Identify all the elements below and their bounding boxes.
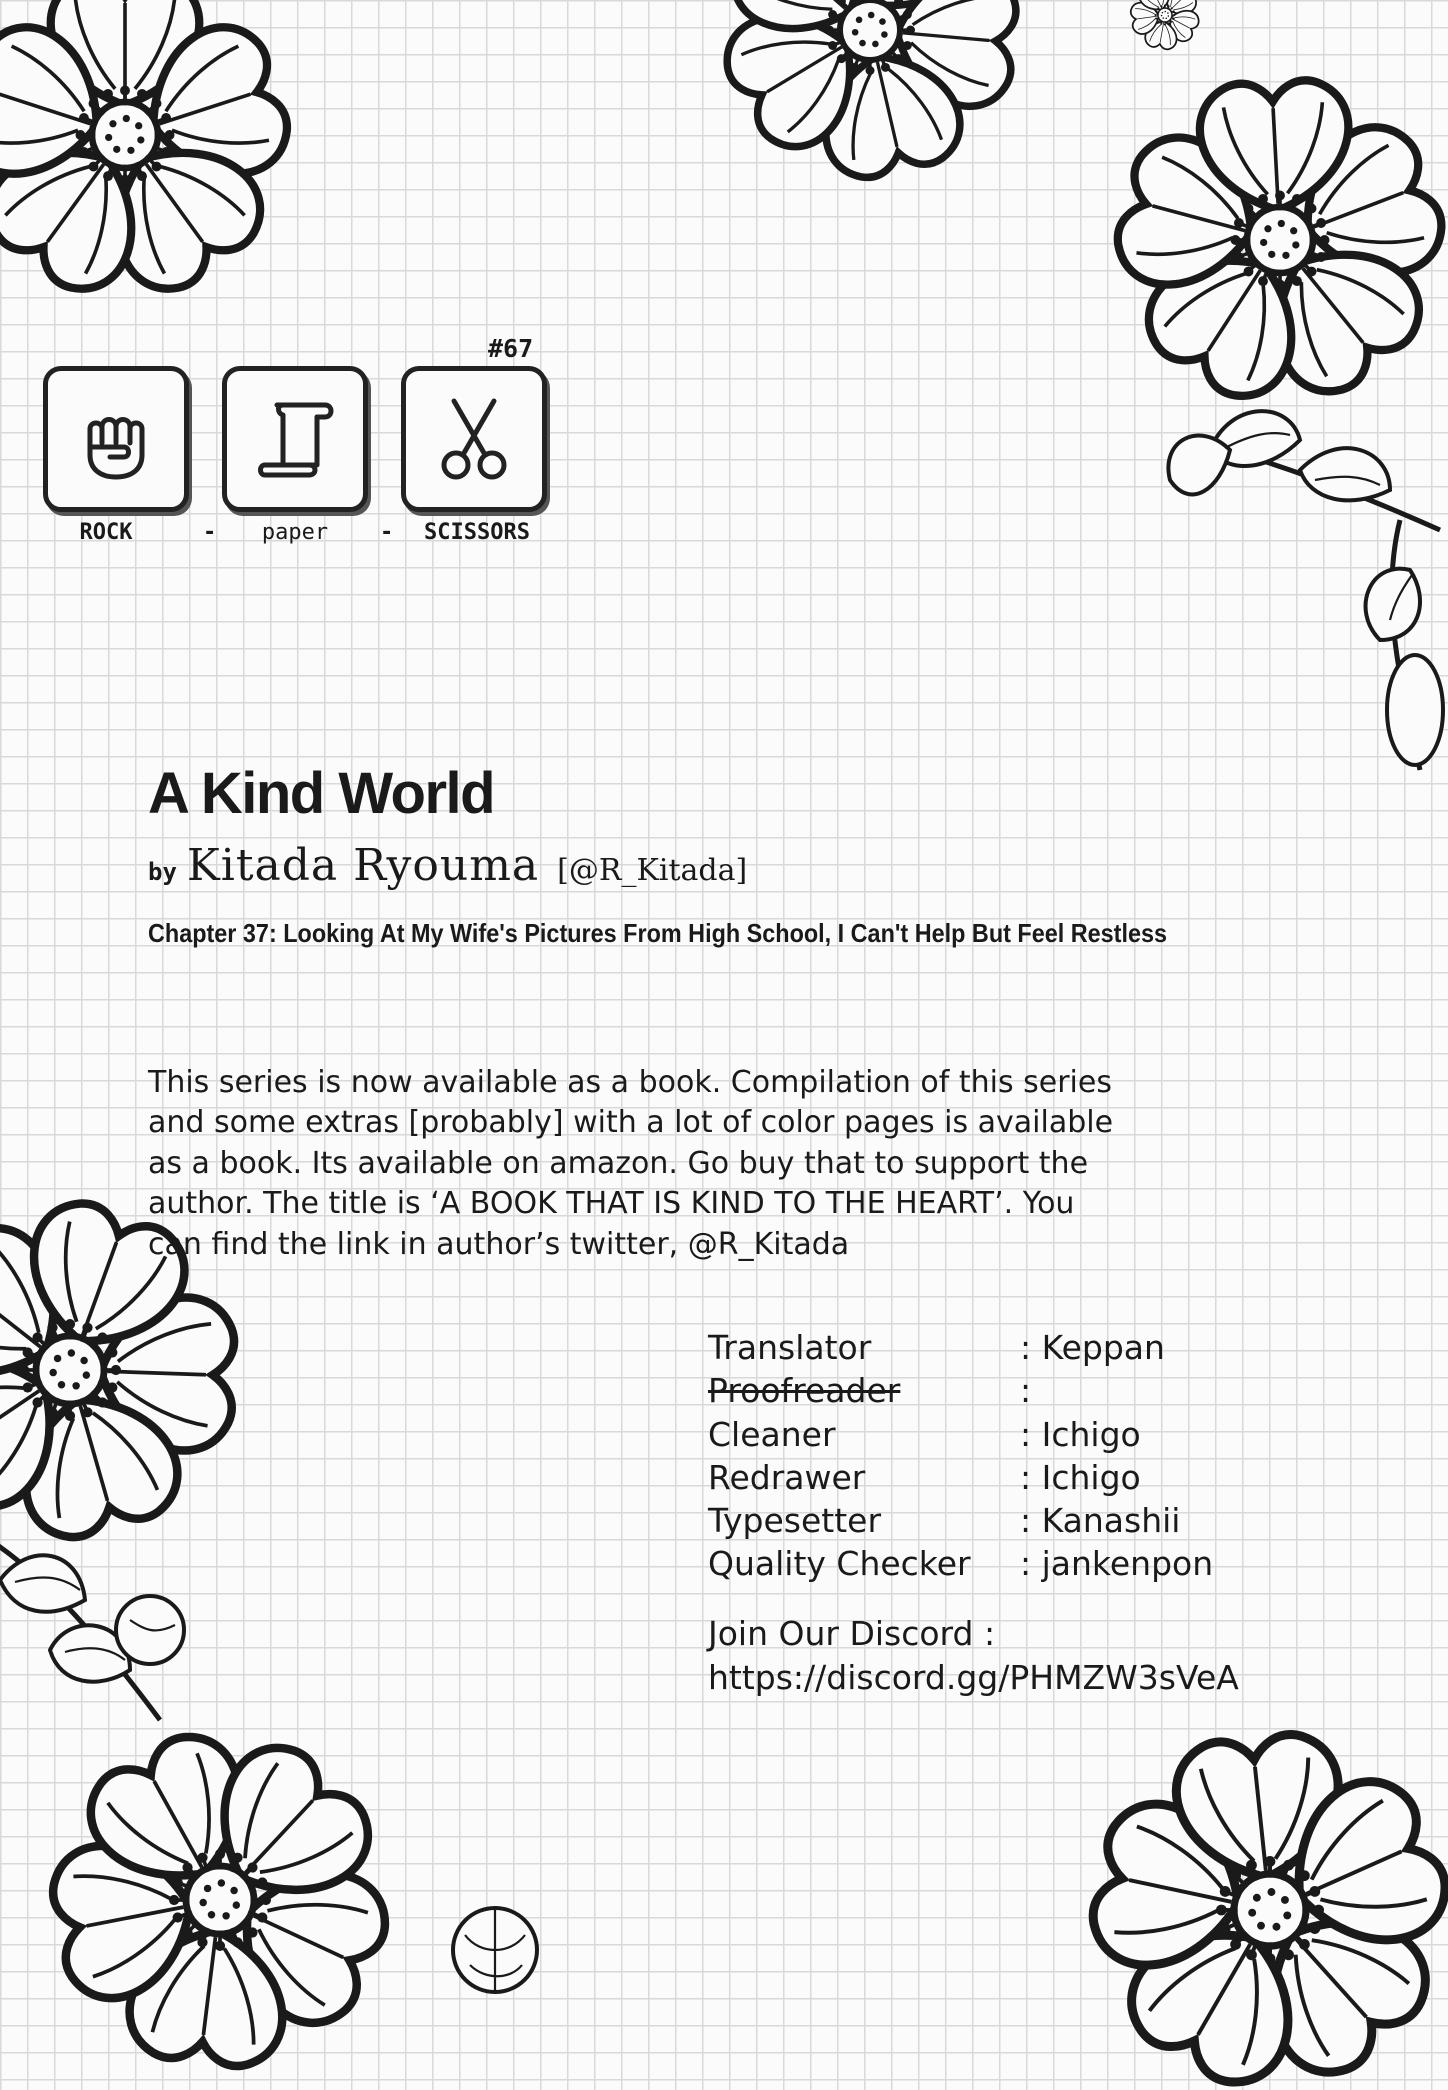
chapter-title: Chapter 37: Looking At My Wife's Pictures From High School, I Can't Help But Feel Restless <box>148 918 1168 948</box>
description-line: This series is now available as a book. Compilation of this series <box>148 1064 1112 1100</box>
credit-name: : <box>1020 1371 1032 1411</box>
credit-row <box>708 1369 1213 1412</box>
description <box>148 1022 1248 1265</box>
credit-role: Quality Checker <box>708 1544 971 1584</box>
credit-name: : Ichigo <box>1020 1414 1141 1454</box>
credit-row <box>708 1456 1213 1499</box>
byline <box>148 840 747 891</box>
description-line: as a book. Its available on amazon. Go buy that to support the <box>148 1145 1089 1181</box>
discord-link[interactable]: https://discord.gg/PHMZW3sVeA <box>708 1658 1239 1697</box>
credit-role: Cleaner <box>708 1414 836 1454</box>
credit-row <box>708 1326 1213 1369</box>
logo-label-scissors: SCISSORS <box>424 520 530 545</box>
credit-name: : Kanashii <box>1020 1501 1181 1541</box>
description-line: author. The title is ‘A BOOK THAT IS KIND TO THE HEART’. You <box>148 1186 1075 1221</box>
scroll-icon <box>247 391 343 487</box>
scissors-box <box>401 366 547 512</box>
description-line: can find the link in author’s twitter, @R_Kitada <box>148 1226 850 1262</box>
flower-illustration-top-center <box>690 0 1050 180</box>
series-title: A Kind World <box>148 761 495 826</box>
credit-role: Proofreader <box>708 1371 901 1411</box>
logo-issue-number: #67 <box>488 334 534 363</box>
leaves-illustration-left <box>0 1520 210 1760</box>
credit-name: : Ichigo <box>1020 1457 1141 1497</box>
paper-box <box>222 366 368 512</box>
bud-illustration-bottom-left <box>440 1895 550 2015</box>
logo-label-paper: paper <box>261 520 329 545</box>
flower-illustration-top-left <box>0 0 290 300</box>
description-line: and some extras [probably] with a lot of color pages is available <box>148 1105 1114 1140</box>
credit-row <box>708 1499 1213 1542</box>
leaves-illustration-right <box>1150 380 1448 780</box>
logo-separator-1: - <box>203 520 217 545</box>
flower-illustration-bottom-right <box>1060 1730 1448 2090</box>
credit-row <box>708 1413 1213 1456</box>
credit-role: Translator <box>708 1328 872 1367</box>
flower-illustration-top-right-bud <box>1115 0 1215 50</box>
discord-label: Join Our Discord : <box>708 1614 996 1653</box>
credit-role: Typesetter <box>708 1501 882 1541</box>
rock-box <box>43 366 189 512</box>
logo-separator-2: - <box>380 520 394 545</box>
credit-name: : Keppan <box>1020 1328 1165 1367</box>
credit-name: : jankenpon <box>1020 1544 1214 1584</box>
credit-role: Redrawer <box>708 1457 866 1497</box>
flower-illustration-bottom-left <box>20 1730 420 2070</box>
author-handle: [@R_Kitada] <box>557 853 748 888</box>
author-name: Kitada Ryouma <box>186 840 540 891</box>
discord-block <box>708 1612 1239 1700</box>
credits-list <box>708 1326 1213 1586</box>
logo-label-rock: ROCK <box>79 520 133 545</box>
flower-illustration-right <box>1090 75 1448 405</box>
credit-row <box>708 1542 1213 1585</box>
byline-by: by <box>148 858 177 886</box>
fist-icon <box>68 391 164 487</box>
scissors-icon <box>426 391 522 487</box>
